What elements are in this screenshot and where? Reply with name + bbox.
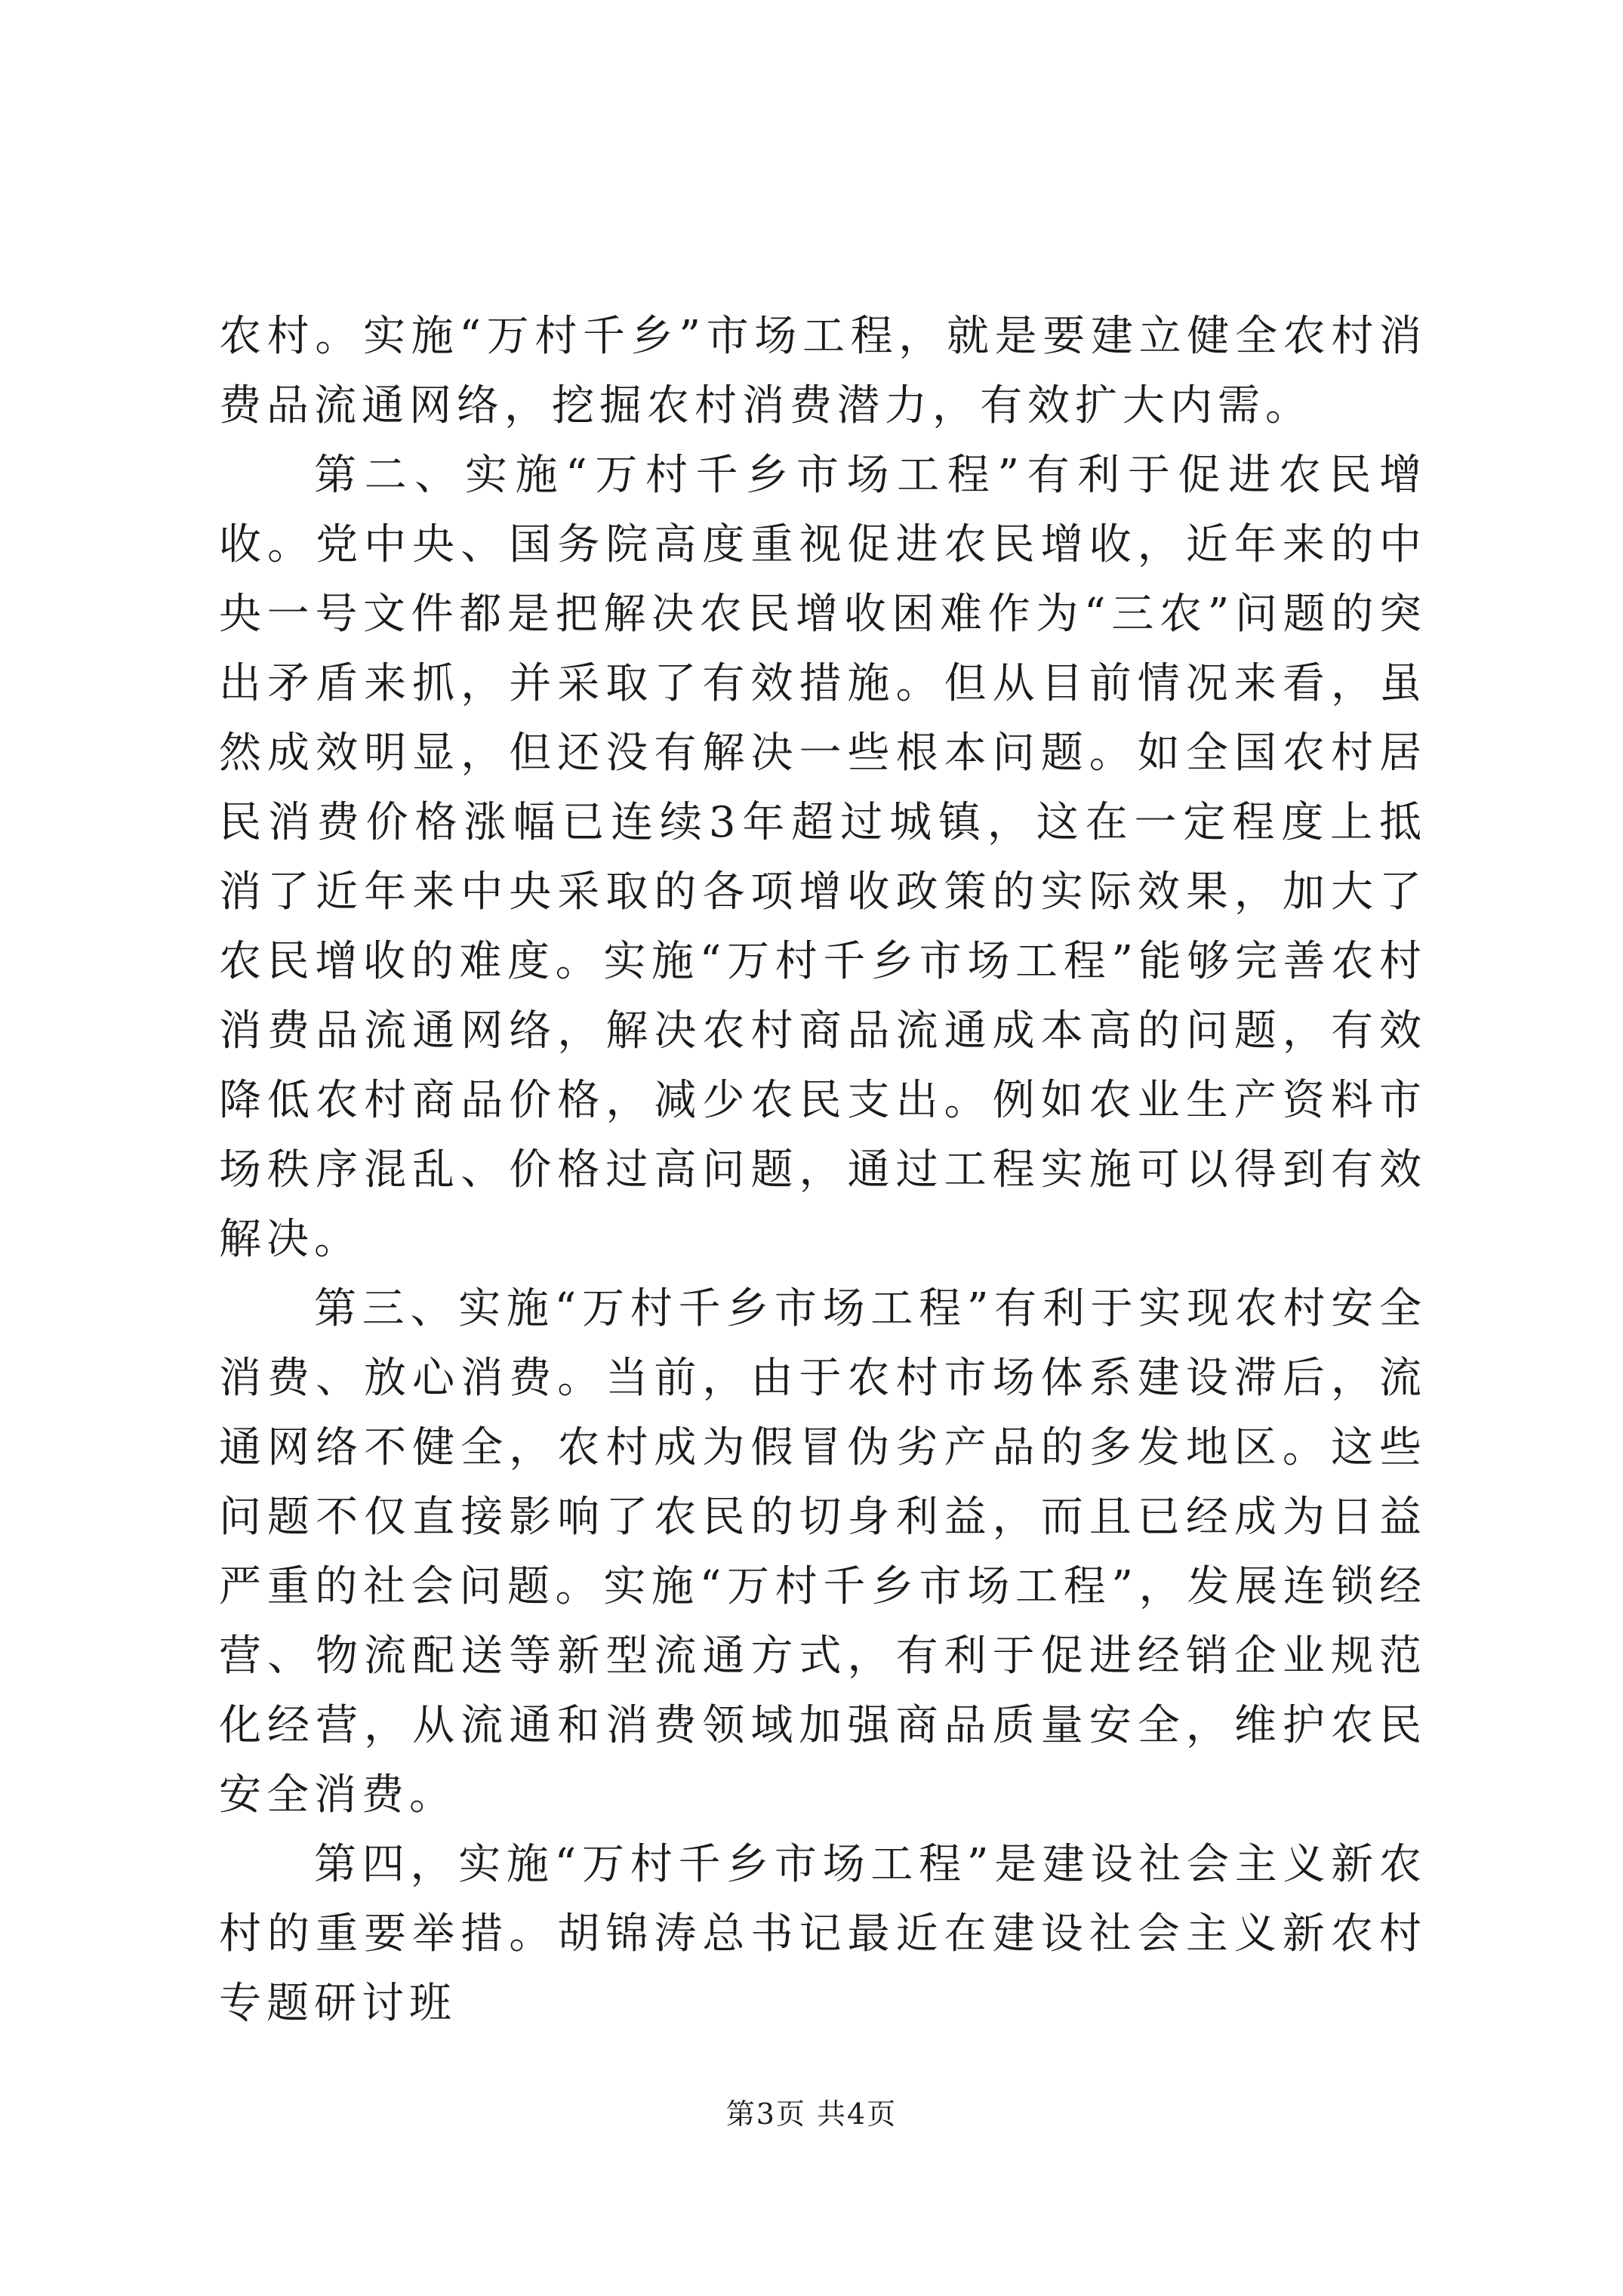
paragraph-second-point: 第二、实施“万村千乡市场工程”有利于促进农民增收。党中央、国务院高度重视促进农民增收，近年来的中央一号文件都是把解决农民增收困难作为“三农”问题的突出矛盾来抓，并采取了有效措施。但从目前情况来看，虽然成效明显，但还没有解决一些根本问题。如全国农村居民消费价格涨幅已连续3年超过城镇，这在一定程度上抵消了近年来中央采取的各项增收政策的实际效果，加大了农民增收的难度。实施“万村千乡市场工程”能够完善农村消费品流通网络，解决农村商品流通成本高的问题，有效降低农村商品价格，减少农民支出。例如农业生产资料市场秩序混乱、价格过高问题，通过工程实施可以得到有效解决。 — [219, 451, 1427, 1264]
paragraph-fourth-point: 第四，实施“万村千乡市场工程”是建设社会主义新农村的重要举措。胡锦涛总书记最近在建设社会主义新农村专题研讨班 — [219, 1840, 1427, 2028]
document-body — [219, 302, 1427, 2039]
paragraph-third-point: 第三、实施“万村千乡市场工程”有利于实现农村安全消费、放心消费。当前，由于农村市场体系建设滞后，流通网络不健全，农村成为假冒伪劣产品的多发地区。这些问题不仅直接影响了农民的切身利益，而且已经成为日益严重的社会问题。实施“万村千乡市场工程”，发展连锁经营、物流配送等新型流通方式，有利于促进经销企业规范化经营，从流通和消费领域加强商品质量安全，维护农民安全消费。 — [219, 1284, 1427, 1820]
paragraph-continuation: 农村。实施“万村千乡”市场工程，就是要建立健全农村消费品流通网络，挖掘农村消费潜力，有效扩大内需。 — [219, 312, 1427, 430]
page-number-footer: 第3页 共4页 — [725, 2097, 898, 2131]
